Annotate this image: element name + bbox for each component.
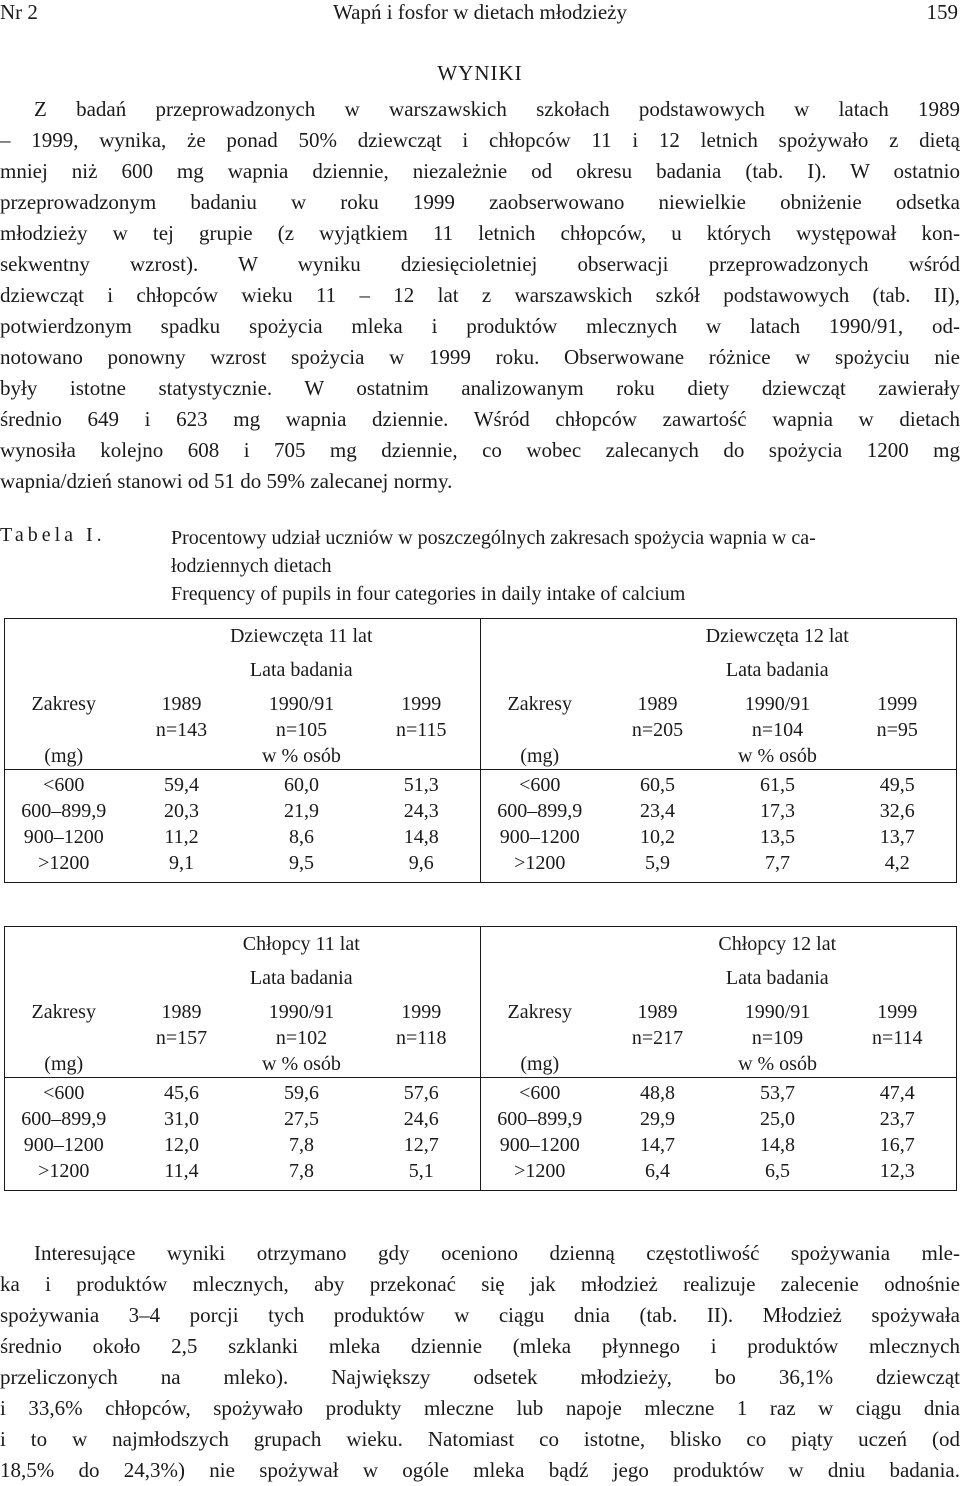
column-header: 1989 n=205 bbox=[599, 691, 717, 770]
range-values: <600 600–899,9 900–1200 >1200 bbox=[5, 1078, 123, 1191]
group-title: Chłopcy 11 lat bbox=[123, 927, 481, 966]
column-header: 1990/91 n=109 w % osób bbox=[717, 999, 839, 1078]
column-header: 1989 n=157 bbox=[123, 999, 241, 1078]
text-line: dziewcząt i chłopców wieku 11 – 12 lat z warszawskich szkół podstawowych (tab. II), bbox=[0, 283, 960, 307]
column-header: 1990/91 n=105 w % osób bbox=[241, 691, 363, 770]
years-label: Lata badania bbox=[249, 659, 353, 681]
text-line: ka i produktów mlecznych, aby przekonać się jak młodzież realizuje zalecenie odnośnie bbox=[0, 1272, 960, 1296]
text-line: przeprowadzonym badaniu w roku 1999 zaobserwowano niewielkie obniżenie odsetka bbox=[0, 190, 960, 214]
column-header: 1999 n=95 bbox=[839, 691, 957, 770]
table-label: Tabela I. bbox=[0, 524, 106, 546]
years-label: Lata badania bbox=[249, 967, 353, 989]
issue-label: Nr 2 bbox=[0, 0, 38, 24]
text-line: Interesujące wyniki otrzymano gdy oceniono dzienną częstotliwość spożywania mle- bbox=[34, 1241, 960, 1265]
value-column: 45,6 31,0 12,0 11,4 bbox=[123, 1078, 241, 1191]
text-line: potwierdzonym spadku spożycia mleka i produktów mlecznych w latach 1990/91, od- bbox=[0, 314, 960, 338]
text-line: mniej niż 600 mg wapnia dziennie, niezależnie od okresu badania (tab. I). W ostatnio bbox=[0, 159, 960, 183]
text-line: – 1999, wynika, że ponad 50% dziewcząt i chłopców 11 i 12 letnich spożywało z dietą bbox=[0, 128, 960, 152]
value-column: 48,8 29,9 14,7 6,4 bbox=[599, 1078, 717, 1191]
results-paragraph bbox=[0, 94, 960, 497]
text-line: wapnia/dzień stanowi od 51 do 59% zalecanej normy. bbox=[0, 469, 453, 493]
text-line: spożywania 3–4 porcji tych produktów w ciągu dnia (tab. II). Młodzież spożywała bbox=[0, 1303, 960, 1327]
value-column: 53,7 25,0 14,8 6,5 bbox=[717, 1078, 839, 1191]
text-line: sekwentny wzrost). W wyniku dziesięcioletniej obserwacji przeprowadzonych wśród bbox=[0, 252, 960, 276]
caption-line: Frequency of pupils in four categories in daily intake of calcium bbox=[171, 583, 686, 605]
value-column: 61,5 17,3 13,5 7,7 bbox=[717, 770, 839, 883]
section-title: WYNIKI bbox=[437, 61, 523, 85]
caption-line: łodziennych dietach bbox=[171, 555, 332, 577]
years-label: Lata badania bbox=[599, 965, 957, 999]
page-header bbox=[0, 0, 960, 26]
range-values: <600 600–899,9 900–1200 >1200 bbox=[481, 770, 599, 883]
column-header: 1990/91 n=104 w % osób bbox=[717, 691, 839, 770]
range-values: <600 600–899,9 900–1200 >1200 bbox=[5, 770, 123, 883]
text-line: były istotne statystycznie. W ostatnim analizowanym roku diety dziewcząt zawierały bbox=[0, 376, 960, 400]
dairy-frequency-paragraph bbox=[0, 1238, 960, 1486]
group-title: Dziewczęta 12 lat bbox=[599, 619, 957, 658]
value-column: 60,0 21,9 8,6 9,5 bbox=[241, 770, 363, 883]
range-header: Zakresy (mg) bbox=[481, 691, 599, 770]
range-header: Zakresy (mg) bbox=[5, 999, 123, 1078]
group-title: Chłopcy 12 lat bbox=[599, 927, 957, 966]
boys-calcium-table bbox=[4, 926, 957, 1191]
column-header: 1990/91 n=102 w % osób bbox=[241, 999, 363, 1078]
page-number: 159 bbox=[926, 0, 958, 24]
text-line: wynosiła kolejno 608 i 705 mg dziennie, co wobec zalecanych do spożycia 1200 mg bbox=[0, 438, 960, 462]
text-line: przeliczonych na mleko). Największy odsetek młodzieży, bo 36,1% dziewcząt bbox=[0, 1365, 960, 1389]
value-column: 57,6 24,6 12,7 5,1 bbox=[363, 1078, 481, 1191]
text-line: i 33,6% chłopców, spożywało produkty mleczne lub napoje mleczne 1 raz w ciągu dnia bbox=[0, 1396, 960, 1420]
column-header: 1989 n=217 bbox=[599, 999, 717, 1078]
text-line: średnio około 2,5 szklanki mleka dziennie (mleka płynnego i produktów mlecznych bbox=[0, 1334, 960, 1358]
column-header: 1999 n=115 bbox=[363, 691, 481, 770]
text-line: Z badań przeprowadzonych w warszawskich szkołach podstawowych w latach 1989 bbox=[34, 97, 960, 121]
text-line: średnio 649 i 623 mg wapnia dziennie. Wśród chłopców zawartość wapnia w dietach bbox=[0, 407, 960, 431]
caption-line: Procentowy udział uczniów w poszczególnych zakresach spożycia wapnia w ca- bbox=[171, 527, 816, 549]
text-line: notowano ponowny wzrost spożycia w 1999 roku. Obserwowane różnice w spożyciu nie bbox=[0, 345, 960, 369]
range-values: <600 600–899,9 900–1200 >1200 bbox=[481, 1078, 599, 1191]
range-header: Zakresy (mg) bbox=[5, 691, 123, 770]
range-header: Zakresy (mg) bbox=[481, 999, 599, 1078]
value-column: 49,5 32,6 13,7 4,2 bbox=[839, 770, 957, 883]
group-title: Dziewczęta 11 lat bbox=[123, 619, 481, 658]
girls-calcium-table bbox=[4, 618, 957, 883]
column-header: 1999 n=118 bbox=[363, 999, 481, 1078]
value-column: 59,4 20,3 11,2 9,1 bbox=[123, 770, 241, 883]
value-column: 60,5 23,4 10,2 5,9 bbox=[599, 770, 717, 883]
text-line: i to w najmłodszych grupach wieku. Natomiast co istotne, blisko co piąty uczeń (od bbox=[0, 1427, 960, 1451]
value-column: 51,3 24,3 14,8 9,6 bbox=[363, 770, 481, 883]
years-label: Lata badania bbox=[599, 657, 957, 691]
text-line: 18,5% do 24,3%) nie spożywał w ogóle mleka bądź jego produktów w dniu badania. bbox=[0, 1458, 960, 1482]
column-header: 1999 n=114 bbox=[839, 999, 957, 1078]
value-column: 59,6 27,5 7,8 7,8 bbox=[241, 1078, 363, 1191]
text-line: młodzieży w tej grupie (z wyjątkiem 11 letnich chłopców, u których występował kon- bbox=[0, 221, 960, 245]
column-header: 1989 n=143 bbox=[123, 691, 241, 770]
value-column: 47,4 23,7 16,7 12,3 bbox=[839, 1078, 957, 1191]
running-title: Wapń i fosfor w dietach młodzieży bbox=[333, 0, 627, 24]
